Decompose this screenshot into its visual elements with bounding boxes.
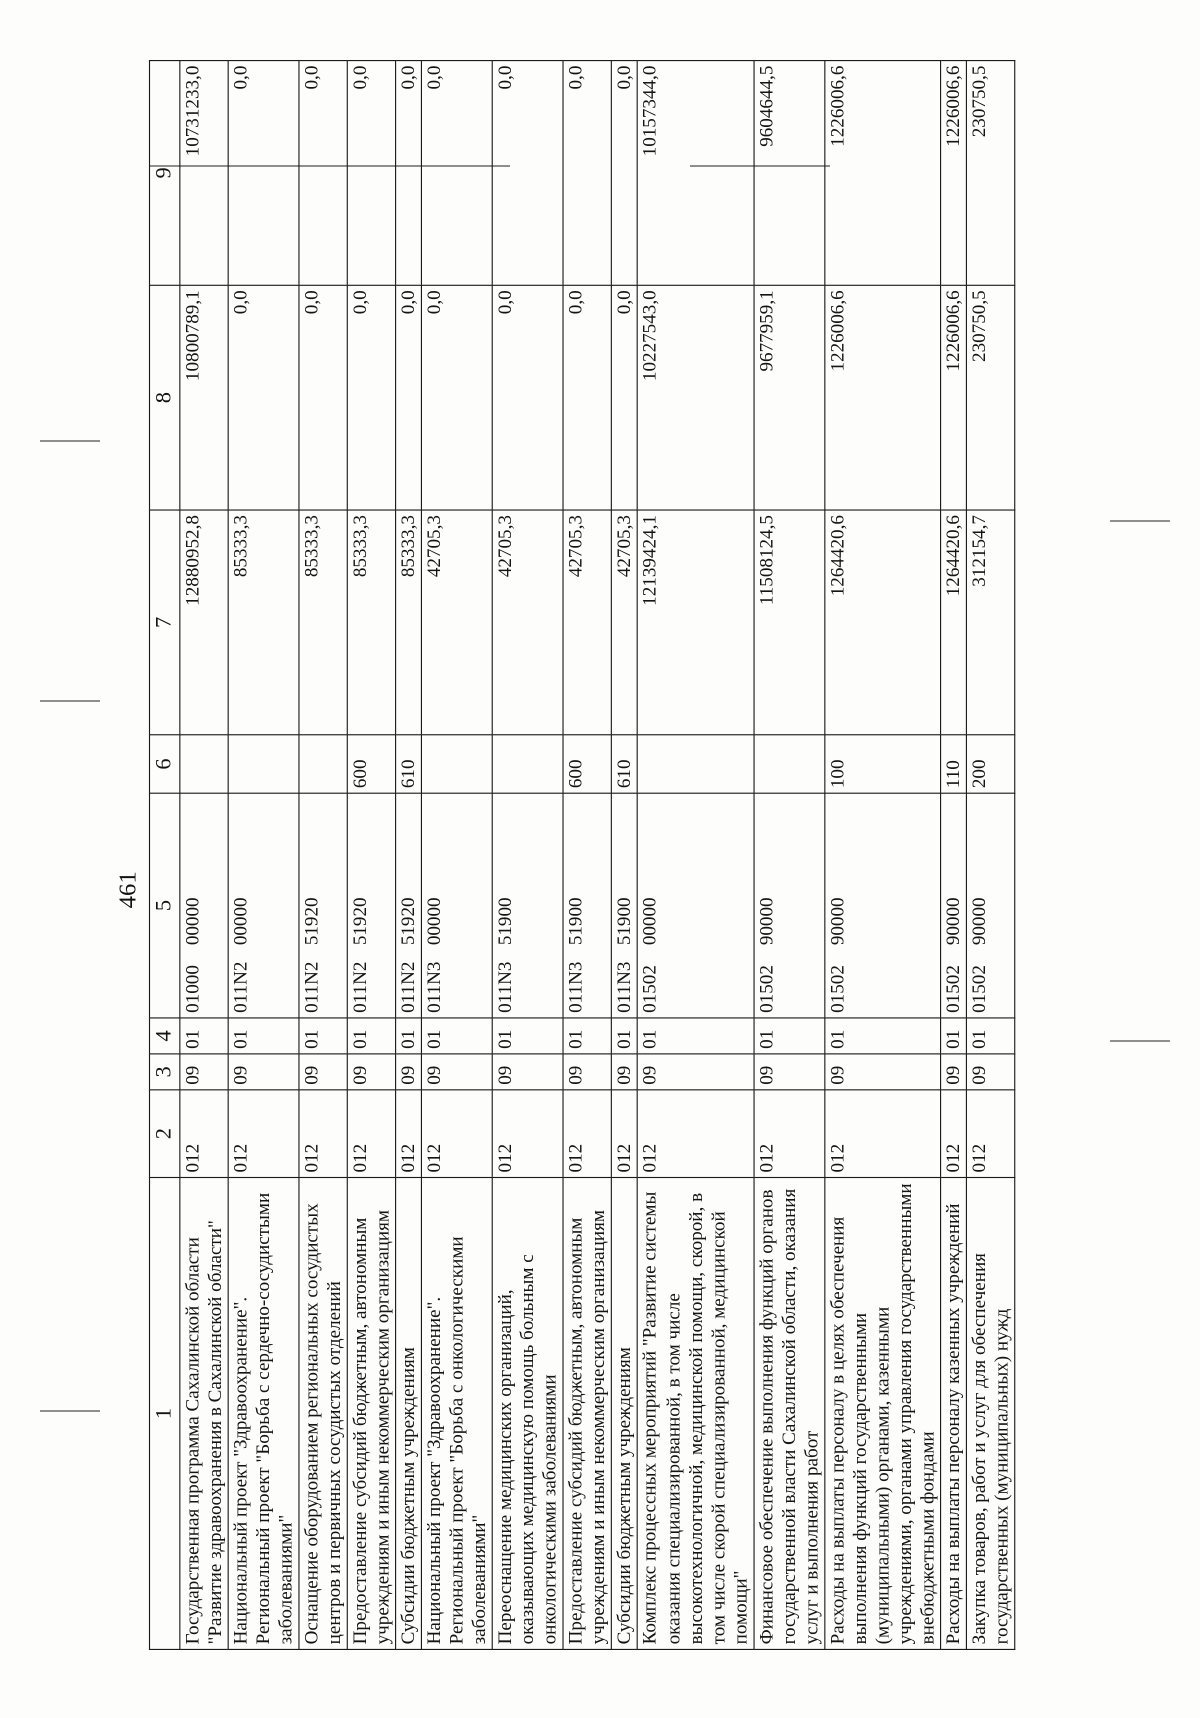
code-cell: 01: [967, 1018, 1015, 1054]
table-row: [493, 61, 564, 1650]
row-name-cell: Субсидии бюджетным учреждениям: [396, 1177, 422, 1649]
column-header: 5: [150, 793, 180, 1018]
column-header: 3: [150, 1054, 180, 1090]
expense-type-cell: 600: [564, 735, 612, 793]
amount-cell: 1264420,6: [825, 510, 941, 735]
scan-artifact-line: [1110, 1040, 1170, 1042]
scan-artifact-line: [40, 700, 100, 702]
code-cell: 09: [941, 1054, 967, 1090]
code-cell: 01: [825, 1018, 941, 1054]
code-cell: 01: [941, 1018, 967, 1054]
target-article-part: 011N2: [397, 961, 419, 1013]
target-article-cell: [422, 793, 493, 1018]
code-cell: 012: [967, 1090, 1015, 1178]
code-cell: 012: [299, 1090, 347, 1178]
target-article-part: 011N2: [300, 961, 323, 1013]
table-row: [564, 61, 612, 1650]
code-cell: 01: [348, 1018, 396, 1054]
amount-cell: 0,0: [299, 285, 347, 510]
code-cell: 01: [396, 1018, 422, 1054]
row-name-cell: Государственная программа Сахалинской области "Развитие здравоохранения в Сахалинской области": [180, 1177, 228, 1649]
target-article-part: 90000: [942, 897, 965, 946]
row-name-cell: Национальный проект "Здравоохранение". Региональный проект "Борьба с сердечно-сосудистыми заболеваниями": [228, 1177, 299, 1649]
expense-type-cell: [228, 735, 299, 793]
code-cell: 09: [299, 1054, 347, 1090]
target-article-cell: [228, 793, 299, 1018]
row-name-cell: Расходы на выплаты персоналу в целях обеспечения выполнения функций государственными (муниципальными) органами, казенными учреждениями, органами управления государственными внебюджетными фондами: [825, 1177, 941, 1649]
amount-cell: 0,0: [348, 61, 396, 286]
amount-cell: 0,0: [422, 61, 493, 286]
column-header: 9: [150, 61, 180, 286]
target-article-cell: [396, 793, 422, 1018]
target-article-part: 90000: [968, 897, 990, 946]
target-article-part: 01502: [755, 965, 778, 1013]
expense-type-cell: 610: [396, 735, 422, 793]
amount-cell: 1264420,6: [941, 510, 967, 735]
amount-cell: 0,0: [612, 61, 638, 286]
amount-cell: 9604644,5: [754, 61, 825, 286]
target-article-cell: [180, 793, 228, 1018]
amount-cell: 1226006,6: [825, 61, 941, 286]
target-article-part: 01502: [942, 965, 965, 1013]
target-article-part: 51920: [349, 897, 371, 946]
target-article-part: 01000: [181, 965, 203, 1013]
table-row: [180, 61, 228, 1650]
amount-cell: 12880952,8: [180, 510, 228, 735]
target-article-part: 00000: [423, 897, 445, 946]
table-row: [967, 61, 1015, 1650]
amount-cell: 0,0: [396, 285, 422, 510]
expense-type-cell: 200: [967, 735, 1015, 793]
amount-cell: 230750,5: [967, 285, 1015, 510]
expense-type-cell: [422, 735, 493, 793]
code-cell: 012: [941, 1090, 967, 1178]
amount-cell: 42705,3: [493, 510, 564, 735]
amount-cell: 0,0: [396, 61, 422, 286]
expense-type-cell: 600: [348, 735, 396, 793]
code-cell: 01: [422, 1018, 493, 1054]
amount-cell: 85333,3: [396, 510, 422, 735]
expense-type-cell: 610: [612, 735, 638, 793]
code-cell: 09: [348, 1054, 396, 1090]
amount-cell: 42705,3: [612, 510, 638, 735]
code-cell: 09: [638, 1054, 754, 1090]
amount-cell: 85333,3: [299, 510, 347, 735]
scan-artifact-line: [40, 1410, 100, 1412]
amount-cell: 0,0: [493, 61, 564, 286]
code-cell: 012: [396, 1090, 422, 1178]
table-row: [941, 61, 967, 1650]
target-article-part: 51900: [494, 897, 516, 946]
row-name-cell: Закупка товаров, работ и услуг для обеспечения государственных (муниципальных) нужд: [967, 1177, 1015, 1649]
code-cell: 01: [612, 1018, 638, 1054]
target-article-part: 51920: [397, 897, 419, 946]
code-cell: 012: [228, 1090, 299, 1178]
code-cell: 09: [754, 1054, 825, 1090]
target-article-part: 00000: [639, 897, 662, 946]
code-cell: 09: [180, 1054, 228, 1090]
target-article-cell: [967, 793, 1015, 1018]
code-cell: 012: [754, 1090, 825, 1178]
page-number: 461: [113, 871, 142, 909]
target-article-cell: [348, 793, 396, 1018]
code-cell: 09: [564, 1054, 612, 1090]
target-article-part: 011N2: [229, 961, 252, 1013]
row-name-cell: Финансовое обеспечение выполнения функций органов государственной власти Сахалинской области, оказания услуг и выполнения работ: [754, 1177, 825, 1649]
column-header: 2: [150, 1090, 180, 1178]
target-article-part: 01502: [968, 965, 990, 1013]
code-cell: 012: [825, 1090, 941, 1178]
amount-cell: 0,0: [348, 285, 396, 510]
column-header: 7: [150, 510, 180, 735]
row-name-cell: Переоснащение медицинских организаций, оказывающих медицинскую помощь больным с онкологическими заболеваниями: [493, 1177, 564, 1649]
code-cell: 01: [493, 1018, 564, 1054]
amount-cell: 1226006,6: [825, 285, 941, 510]
code-cell: 09: [396, 1054, 422, 1090]
target-article-part: 90000: [826, 897, 849, 946]
table-row: [228, 61, 299, 1650]
table-row: [299, 61, 347, 1650]
column-header: 1: [150, 1177, 180, 1649]
code-cell: 09: [612, 1054, 638, 1090]
row-name-cell: Субсидии бюджетным учреждениям: [612, 1177, 638, 1649]
amount-cell: 0,0: [612, 285, 638, 510]
amount-cell: 85333,3: [348, 510, 396, 735]
expense-type-cell: [754, 735, 825, 793]
amount-cell: 42705,3: [564, 510, 612, 735]
amount-cell: 0,0: [422, 285, 493, 510]
expense-type-cell: [493, 735, 564, 793]
amount-cell: 0,0: [228, 285, 299, 510]
target-article-part: 51900: [565, 897, 587, 946]
target-article-part: 51900: [613, 897, 636, 946]
code-cell: 012: [348, 1090, 396, 1178]
table-row: [612, 61, 638, 1650]
target-article-cell: [638, 793, 754, 1018]
code-cell: 01: [180, 1018, 228, 1054]
amount-cell: 42705,3: [422, 510, 493, 735]
expense-type-cell: [180, 735, 228, 793]
target-article-cell: [754, 793, 825, 1018]
code-cell: 012: [493, 1090, 564, 1178]
code-cell: 012: [612, 1090, 638, 1178]
amount-cell: 0,0: [299, 61, 347, 286]
target-article-part: 011N2: [349, 961, 371, 1013]
amount-cell: 10227543,0: [638, 285, 754, 510]
table-row: [638, 61, 754, 1650]
amount-cell: 10157344,0: [638, 61, 754, 286]
target-article-cell: [825, 793, 941, 1018]
amount-cell: 10800789,1: [180, 285, 228, 510]
target-article-part: 00000: [181, 897, 203, 946]
header-row: [150, 61, 180, 1650]
scan-artifact-line: [1110, 520, 1170, 522]
expense-type-cell: [299, 735, 347, 793]
column-header: 6: [150, 735, 180, 793]
table-row: [825, 61, 941, 1650]
code-cell: 09: [493, 1054, 564, 1090]
target-article-part: 011N3: [565, 961, 587, 1013]
rotated-sheet: [104, 60, 1015, 1650]
expense-type-cell: [638, 735, 754, 793]
amount-cell: 85333,3: [228, 510, 299, 735]
target-article-part: 011N3: [423, 961, 445, 1013]
table-row: [348, 61, 396, 1650]
table-row: [396, 61, 422, 1650]
code-cell: 012: [564, 1090, 612, 1178]
amount-cell: 1226006,6: [941, 61, 967, 286]
row-name-cell: Предоставление субсидий бюджетным, автономным учреждениям и иным некоммерческим организациям: [564, 1177, 612, 1649]
target-article-cell: [564, 793, 612, 1018]
code-cell: 012: [638, 1090, 754, 1178]
expense-type-cell: 110: [941, 735, 967, 793]
code-cell: 09: [228, 1054, 299, 1090]
amount-cell: 9677959,1: [754, 285, 825, 510]
table-row: [422, 61, 493, 1650]
amount-cell: 0,0: [493, 285, 564, 510]
column-header: 8: [150, 285, 180, 510]
code-cell: 012: [180, 1090, 228, 1178]
code-cell: 01: [638, 1018, 754, 1054]
code-cell: 09: [422, 1054, 493, 1090]
amount-cell: 0,0: [564, 285, 612, 510]
target-article-part: 01502: [639, 965, 662, 1013]
row-name-cell: Оснащение оборудованием региональных сосудистых центров и первичных сосудистых отделений: [299, 1177, 347, 1649]
target-article-part: 011N3: [613, 961, 636, 1013]
code-cell: 01: [564, 1018, 612, 1054]
code-cell: 01: [754, 1018, 825, 1054]
target-article-part: 011N3: [494, 961, 516, 1013]
column-header: 4: [150, 1018, 180, 1054]
budget-table: [149, 60, 1016, 1650]
code-cell: 09: [825, 1054, 941, 1090]
row-name-cell: Комплекс процессных мероприятий "Развитие системы оказания специализированной, в том числе высокотехнологичной, медицинской помощи, скорой, в том числе скорой специализированной, медицинской помощи": [638, 1177, 754, 1649]
target-article-part: 90000: [755, 897, 778, 946]
table-row: [754, 61, 825, 1650]
row-name-cell: Национальный проект "Здравоохранение". Региональный проект "Борьба с онкологическими заболеваниями": [422, 1177, 493, 1649]
target-article-cell: [612, 793, 638, 1018]
amount-cell: 12139424,1: [638, 510, 754, 735]
amount-cell: 0,0: [228, 61, 299, 286]
code-cell: 01: [299, 1018, 347, 1054]
code-cell: 01: [228, 1018, 299, 1054]
target-article-part: 51920: [300, 897, 323, 946]
target-article-cell: [941, 793, 967, 1018]
amount-cell: 1226006,6: [941, 285, 967, 510]
amount-cell: 10731233,0: [180, 61, 228, 286]
target-article-cell: [493, 793, 564, 1018]
scan-artifact-line: [40, 440, 100, 442]
amount-cell: 11508124,5: [754, 510, 825, 735]
code-cell: 09: [967, 1054, 1015, 1090]
target-article-part: 00000: [229, 897, 252, 946]
row-name-cell: Расходы на выплаты персоналу казенных учреждений: [941, 1177, 967, 1649]
target-article-cell: [299, 793, 347, 1018]
expense-type-cell: 100: [825, 735, 941, 793]
amount-cell: 230750,5: [967, 61, 1015, 286]
row-name-cell: Предоставление субсидий бюджетным, автономным учреждениям и иным некоммерческим организациям: [348, 1177, 396, 1649]
code-cell: 012: [422, 1090, 493, 1178]
amount-cell: 0,0: [564, 61, 612, 286]
target-article-part: 01502: [826, 965, 849, 1013]
amount-cell: 312154,7: [967, 510, 1015, 735]
